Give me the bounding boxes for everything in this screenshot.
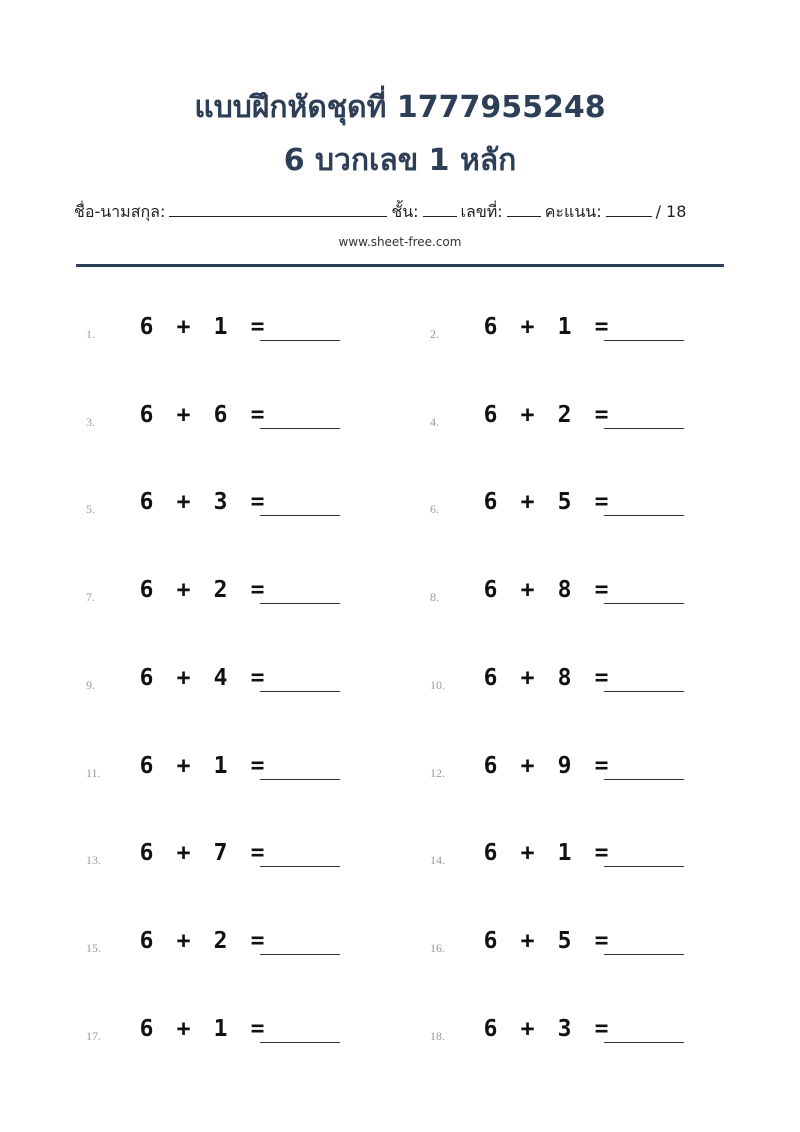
- plus-operator: +: [176, 1015, 191, 1042]
- plus-operator: +: [520, 489, 535, 516]
- operand-b: 9: [557, 752, 572, 779]
- operand-b: 2: [557, 401, 572, 428]
- answer-blank[interactable]: [604, 515, 684, 516]
- problem-item: [86, 1014, 386, 1054]
- answer-blank[interactable]: [604, 691, 684, 692]
- equals-sign: =: [594, 489, 609, 516]
- answer-blank[interactable]: [260, 779, 340, 780]
- name-blank[interactable]: [169, 202, 387, 217]
- number-blank[interactable]: [507, 202, 541, 217]
- score-label: คะแนน:: [544, 202, 602, 221]
- problem-item: [430, 751, 730, 791]
- problem-expression: [128, 840, 276, 866]
- problem-number: 4.: [430, 414, 439, 429]
- plus-operator: +: [520, 752, 535, 779]
- plus-operator: +: [520, 664, 535, 691]
- plus-operator: +: [176, 752, 191, 779]
- equals-sign: =: [250, 840, 265, 867]
- problem-item: [430, 663, 730, 703]
- equals-sign: =: [250, 927, 265, 954]
- problem-item: [86, 663, 386, 703]
- plus-operator: +: [176, 489, 191, 516]
- student-info-row: [74, 200, 726, 225]
- problem-expression: [472, 665, 620, 691]
- problem-number: 8.: [430, 590, 439, 605]
- operand-a: 6: [483, 577, 498, 604]
- problem-expression: [472, 314, 620, 340]
- plus-operator: +: [176, 927, 191, 954]
- operand-b: 1: [213, 314, 228, 340]
- plus-operator: +: [176, 401, 191, 428]
- equals-sign: =: [250, 314, 265, 340]
- problem-number: 5.: [86, 502, 95, 517]
- score-total: / 18: [655, 202, 687, 221]
- answer-blank[interactable]: [260, 603, 340, 604]
- operand-a: 6: [483, 401, 498, 428]
- answer-blank[interactable]: [260, 428, 340, 429]
- operand-a: 6: [139, 840, 154, 867]
- problem-expression: [472, 928, 620, 954]
- problem-item: [430, 312, 730, 352]
- operand-b: 1: [213, 1015, 228, 1042]
- problem-item: [86, 926, 386, 966]
- score-blank[interactable]: [606, 202, 652, 217]
- operand-b: 2: [213, 927, 228, 954]
- operand-b: 1: [557, 840, 572, 867]
- answer-blank[interactable]: [260, 515, 340, 516]
- operand-a: 6: [483, 1015, 498, 1042]
- problem-number: 17.: [86, 1028, 101, 1043]
- answer-blank[interactable]: [604, 866, 684, 867]
- plus-operator: +: [176, 314, 191, 340]
- operand-a: 6: [139, 577, 154, 604]
- problem-item: [430, 1014, 730, 1054]
- problem-number: 3.: [86, 414, 95, 429]
- worksheet-subtitle: 6 บวกเลข 1 หลัก: [283, 143, 517, 178]
- problem-expression: [128, 314, 276, 340]
- operand-a: 6: [139, 664, 154, 691]
- problem-number: 9.: [86, 677, 95, 692]
- equals-sign: =: [594, 927, 609, 954]
- worksheet-title: แบบฝึกหัดชุดที่ 1777955248: [194, 90, 606, 125]
- equals-sign: =: [594, 752, 609, 779]
- plus-operator: +: [520, 927, 535, 954]
- problem-number: 18.: [430, 1028, 445, 1043]
- problem-expression: [472, 402, 620, 428]
- plus-operator: +: [176, 840, 191, 867]
- name-label: ชื่อ-นามสกุล:: [74, 202, 166, 221]
- equals-sign: =: [250, 577, 265, 604]
- operand-a: 6: [483, 752, 498, 779]
- problem-item: [430, 400, 730, 440]
- answer-blank[interactable]: [260, 954, 340, 955]
- plus-operator: +: [520, 840, 535, 867]
- plus-operator: +: [520, 1015, 535, 1042]
- problem-expression: [128, 665, 276, 691]
- equals-sign: =: [594, 1015, 609, 1042]
- problem-number: 1.: [86, 327, 95, 341]
- problem-item: [430, 487, 730, 527]
- answer-blank[interactable]: [604, 603, 684, 604]
- equals-sign: =: [250, 752, 265, 779]
- answer-blank[interactable]: [604, 954, 684, 955]
- equals-sign: =: [594, 577, 609, 604]
- problem-expression: [472, 489, 620, 515]
- problem-item: [86, 751, 386, 791]
- problem-number: 12.: [430, 765, 445, 780]
- equals-sign: =: [250, 489, 265, 516]
- answer-blank[interactable]: [260, 691, 340, 692]
- problem-item: [86, 312, 386, 352]
- answer-blank[interactable]: [604, 428, 684, 429]
- problem-number: 7.: [86, 590, 95, 605]
- problem-expression: [128, 753, 276, 779]
- operand-b: 7: [213, 840, 228, 867]
- operand-a: 6: [139, 489, 154, 516]
- class-label: ชั้น:: [391, 202, 419, 221]
- problem-expression: [128, 402, 276, 428]
- operand-a: 6: [483, 840, 498, 867]
- problem-expression: [472, 1016, 620, 1042]
- problem-expression: [472, 753, 620, 779]
- operand-b: 3: [213, 489, 228, 516]
- problem-item: [86, 400, 386, 440]
- problem-item: [430, 926, 730, 966]
- problem-expression: [128, 928, 276, 954]
- problem-expression: [128, 577, 276, 603]
- problem-number: 16.: [430, 940, 445, 955]
- equals-sign: =: [594, 840, 609, 867]
- problem-expression: [472, 577, 620, 603]
- problem-item: [86, 487, 386, 527]
- class-blank[interactable]: [423, 202, 457, 217]
- plus-operator: +: [520, 401, 535, 428]
- equals-sign: =: [250, 664, 265, 691]
- answer-blank[interactable]: [260, 340, 340, 341]
- website-url: www.sheet-free.com: [338, 235, 462, 249]
- header-divider: [76, 264, 724, 267]
- operand-a: 6: [139, 752, 154, 779]
- problem-number: 14.: [430, 853, 445, 868]
- answer-blank[interactable]: [604, 340, 684, 341]
- operand-b: 6: [213, 401, 228, 428]
- problem-number: 11.: [86, 765, 101, 780]
- operand-a: 6: [483, 314, 498, 340]
- equals-sign: =: [594, 664, 609, 691]
- problem-expression: [472, 840, 620, 866]
- problem-expression: [128, 489, 276, 515]
- operand-a: 6: [483, 927, 498, 954]
- answer-blank[interactable]: [260, 866, 340, 867]
- problem-item: [86, 838, 386, 878]
- problem-number: 2.: [430, 327, 439, 341]
- equals-sign: =: [594, 401, 609, 428]
- problem-number: 6.: [430, 502, 439, 517]
- problem-item: [86, 575, 386, 615]
- operand-a: 6: [139, 927, 154, 954]
- operand-b: 4: [213, 664, 228, 691]
- number-label: เลขที่:: [460, 202, 503, 221]
- operand-b: 5: [557, 489, 572, 516]
- problem-expression: [128, 1016, 276, 1042]
- plus-operator: +: [176, 664, 191, 691]
- operand-b: 2: [213, 577, 228, 604]
- operand-a: 6: [139, 314, 154, 340]
- operand-b: 1: [557, 314, 572, 340]
- operand-b: 1: [213, 752, 228, 779]
- operand-a: 6: [483, 489, 498, 516]
- answer-blank[interactable]: [604, 1042, 684, 1043]
- plus-operator: +: [520, 577, 535, 604]
- plus-operator: +: [176, 577, 191, 604]
- equals-sign: =: [250, 401, 265, 428]
- problem-item: [430, 838, 730, 878]
- operand-a: 6: [139, 401, 154, 428]
- problem-item: [430, 575, 730, 615]
- answer-blank[interactable]: [260, 1042, 340, 1043]
- operand-b: 3: [557, 1015, 572, 1042]
- operand-b: 8: [557, 577, 572, 604]
- operand-a: 6: [483, 664, 498, 691]
- problem-number: 15.: [86, 940, 101, 955]
- problem-number: 10.: [430, 677, 445, 692]
- operand-b: 5: [557, 927, 572, 954]
- equals-sign: =: [594, 314, 609, 340]
- plus-operator: +: [520, 314, 535, 340]
- answer-blank[interactable]: [604, 779, 684, 780]
- operand-b: 8: [557, 664, 572, 691]
- problem-number: 13.: [86, 853, 101, 868]
- operand-a: 6: [139, 1015, 154, 1042]
- equals-sign: =: [250, 1015, 265, 1042]
